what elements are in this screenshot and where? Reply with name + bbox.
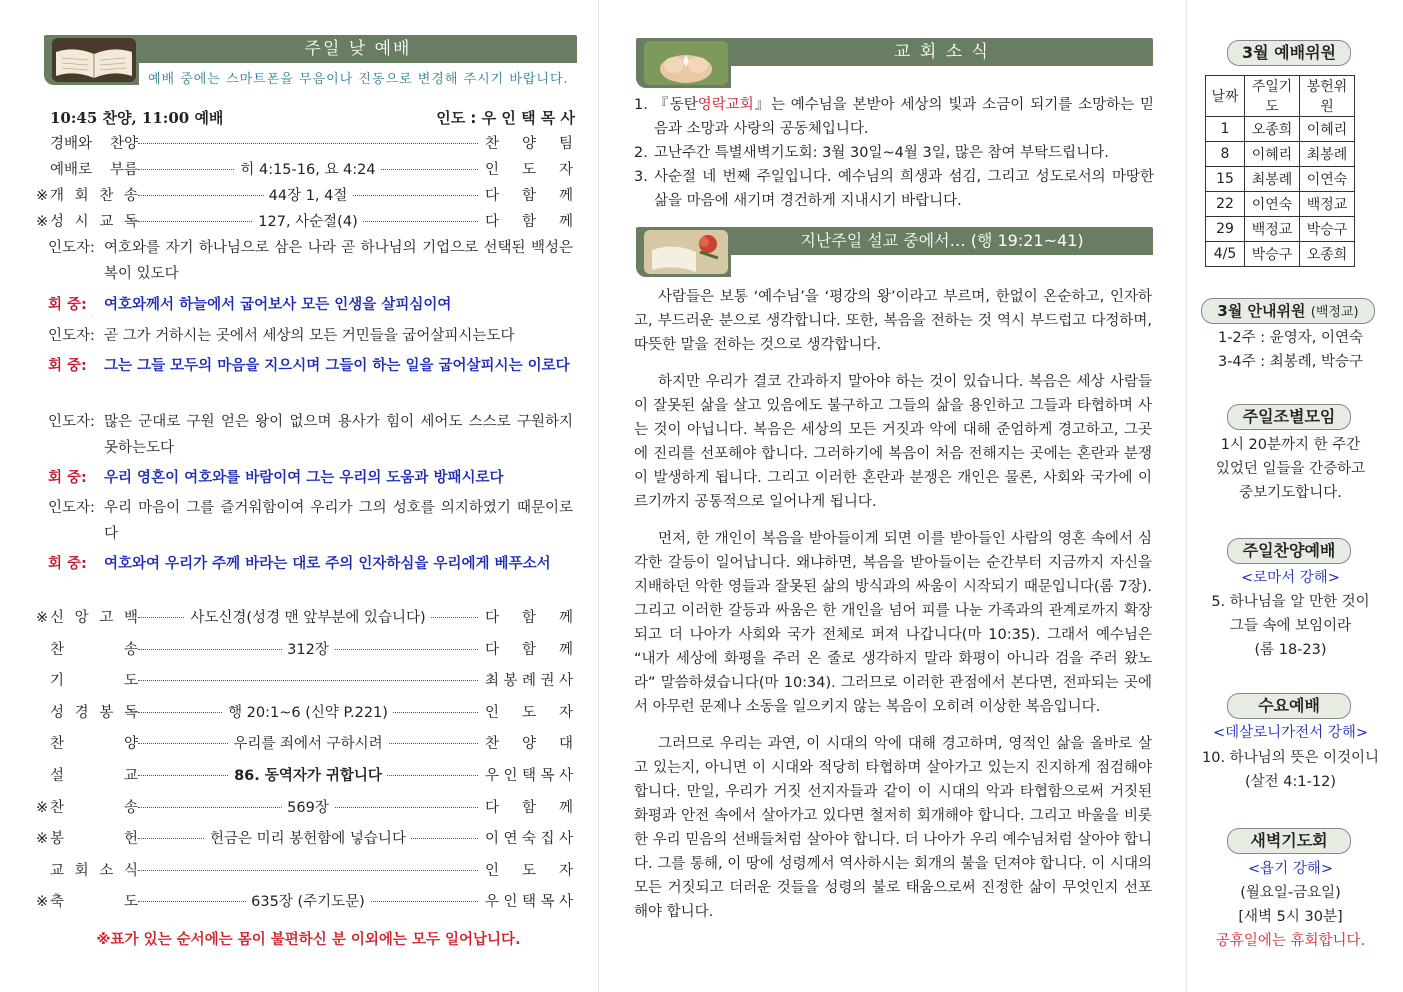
char: 찬	[50, 641, 65, 658]
reading-text: 여호와를 자기 하나님으로 삼은 나라 곧 하나님의 기업으로 선택된 백성은 복이 있도다	[104, 240, 573, 282]
usher-title	[1201, 298, 1375, 324]
char: 성	[50, 214, 65, 230]
duty-cell: 이혜리	[1300, 117, 1355, 142]
order-item	[36, 828, 581, 850]
info-line: 중보기도합니다.	[1239, 485, 1342, 501]
order-item	[36, 860, 581, 882]
order-label	[50, 797, 138, 819]
praise-lines	[1193, 590, 1388, 662]
news-item	[634, 165, 1154, 213]
order-person	[485, 860, 573, 882]
duty-row	[1206, 217, 1355, 242]
char: 께	[558, 214, 573, 230]
order-detail-text: 히 4:15-16, 요 4:24	[235, 162, 380, 178]
reading-text: 여호와께서 하늘에서 굽어보사 모든 인생을 살피심이여	[104, 297, 452, 313]
char: 목	[540, 768, 555, 784]
char: 앙	[74, 610, 89, 626]
order-detail	[138, 159, 478, 181]
char: 교	[123, 768, 138, 784]
news-number: 1.	[634, 97, 648, 113]
sermon-paragraph: 먼저, 한 개인이 복음을 받아들이게 되면 이를 받아들인 사람의 영혼 속에서 심각한 갈등이 일어납니다. 왜냐하면, 복음을 받아들이는 순간부터 지금까지 자신을 지배하던 악한 영들과 잘못된 삶의 방식과의 싸움이 시작되기 때문입니다(롬 7장). 그리고 이러한 갈등과 싸움은 한 개인을 넘어 피를 나눈 가족과의 관계로까지 확장되고 더 나아가 사회와 국가 전체로 퍼져 나갑니다(마 10:35). 그래서 예수님은 “내가 세상에 화평을 주러 온 줄로 생각하지 말라 화평이 아니라 검을 주러 왔노라” 말씀하셨습니다(마 10:34). 그러므로 이러한 관점에서 본다면, 전파되는 곳에서 아무런 문제나 소동을 일으키지 않는 복음이 오히려 이상한 복음입니다.	[634, 531, 1152, 715]
order-item	[36, 797, 581, 819]
order-detail-text: 사도신경(성경 맨 앞부분에 있습니다)	[185, 610, 430, 626]
news-banner	[636, 38, 1153, 90]
open-bible-image	[52, 38, 136, 82]
order-person	[485, 607, 573, 629]
speaker: 인도자:	[48, 328, 95, 344]
order-detail	[138, 797, 478, 819]
char: 택	[521, 768, 536, 784]
char: 양	[521, 136, 536, 152]
duty-header-cell: 봉헌위원	[1300, 76, 1355, 117]
order-item	[36, 211, 581, 233]
wed-sub: <데살로니가전서 강해>	[1213, 725, 1368, 741]
char: 함	[521, 214, 536, 230]
duty-table	[1205, 75, 1355, 267]
dawn-sub: <욥기 강해>	[1248, 861, 1333, 877]
dot-leader	[138, 870, 478, 871]
worship-banner	[44, 35, 577, 87]
order-detail-text: 312장	[282, 642, 334, 658]
order-item	[36, 159, 581, 181]
duty-cell: 1	[1206, 117, 1245, 142]
char: 사	[558, 673, 573, 690]
news-item	[634, 141, 1154, 165]
char: 봉	[503, 673, 518, 690]
wed-title: 수요예배	[1227, 693, 1351, 719]
duty-cell: 15	[1206, 167, 1245, 192]
char: 자	[558, 862, 573, 879]
order-person	[485, 185, 573, 207]
char: 숙	[521, 831, 536, 848]
news-number: 2.	[634, 145, 648, 161]
info-line: (롬 18-23)	[1254, 642, 1327, 658]
order-detail	[138, 891, 478, 913]
char: 도	[521, 862, 536, 879]
sermon-paragraph: 사람들은 보통 ‘예수님’을 ‘평강의 왕’이라고 부르며, 한없이 온순하고, 인자하고, 부드러운 분으로 생각합니다. 또한, 복음을 전하는 것 역시 부드럽고 다정하며, 따뜻한 말을 전하는 것으로 생각합니다.	[634, 289, 1152, 353]
char: 경배와	[50, 136, 93, 152]
order-item	[36, 670, 581, 692]
praise-title: 주일찬양예배	[1227, 538, 1351, 564]
speaker: 회 중:	[48, 297, 87, 313]
char: 함	[521, 641, 536, 658]
dawn-holiday: 공휴일에는 휴회합니다.	[1215, 933, 1366, 949]
char: 사	[558, 768, 573, 784]
char: 팀	[558, 136, 573, 152]
order-detail-text: 헌금은 미리 봉헌함에 넣습니다	[205, 831, 411, 847]
char: 택	[521, 894, 536, 911]
char: 찬	[50, 736, 65, 753]
speaker: 인도자:	[48, 414, 95, 430]
congregation-line	[48, 353, 573, 379]
service-time: 10:45 찬양, 11:00 예배	[50, 109, 224, 127]
order-item	[36, 702, 581, 724]
group-lines	[1193, 433, 1388, 505]
order-label	[50, 185, 138, 207]
leader-line	[48, 235, 573, 287]
char: 권	[540, 673, 555, 690]
order-person	[485, 639, 573, 661]
char: 송	[123, 641, 138, 658]
order-label	[50, 733, 138, 755]
order-label	[50, 639, 138, 661]
dawn-title: 새벽기도회	[1227, 828, 1351, 854]
sermon-title: 지난주일 설교 중에서… (행 19:21~41)	[800, 231, 1084, 250]
info-line: [새벽 5시 30분]	[1238, 909, 1343, 925]
order-person	[485, 702, 573, 724]
char: 독	[123, 214, 138, 230]
reading-text: 여호와여 우리가 주께 바라는 대로 주의 인자하심을 우리에게 베푸소서	[104, 556, 551, 572]
char: 헌	[123, 831, 138, 848]
info-line: 5. 하나님을 알 만한 것이	[1211, 594, 1370, 610]
order-detail-text: 635장 (주기도문)	[246, 894, 370, 910]
order-item	[36, 891, 581, 913]
info-line: (월요일-금요일)	[1240, 885, 1341, 901]
char: 경	[74, 704, 89, 721]
standing-notice: ※표가 있는 순서에는 몸이 불편하신 분 이외에는 모두 일어납니다.	[96, 932, 521, 948]
speaker: 회 중:	[48, 470, 87, 486]
order-detail	[138, 765, 478, 787]
char: 인	[503, 768, 518, 784]
news-text: 사순절 네 번째 주일입니다. 예수님의 희생과 섬김, 그리고 성도로서의 마땅한 삶을 마음에 새기며 경건하게 지내시기 바랍니다.	[654, 169, 1154, 209]
order-detail	[138, 828, 478, 850]
usher-title-text: 3월 안내위원	[1217, 302, 1306, 320]
char: 봉	[50, 831, 65, 848]
char: 소	[99, 862, 114, 879]
dawn-lines	[1193, 881, 1388, 929]
char: 봉	[99, 704, 114, 721]
char: 찬	[485, 136, 500, 152]
char: 연	[503, 831, 518, 848]
char: 함	[521, 188, 536, 204]
order-item	[36, 185, 581, 207]
order-item	[36, 133, 581, 155]
char: 례	[521, 673, 536, 690]
order-label	[50, 765, 138, 787]
duty-title: 3월 예배위원	[1227, 40, 1351, 66]
duty-row	[1206, 117, 1355, 142]
duty-row	[1206, 142, 1355, 167]
order-item	[36, 765, 581, 787]
order-detail-text: 569장	[282, 800, 334, 816]
char: 집	[540, 831, 555, 848]
hands-image	[644, 41, 728, 85]
group-title: 주일조별모임	[1227, 404, 1351, 430]
char: 다	[485, 610, 500, 626]
duty-row	[1206, 192, 1355, 217]
info-line: 1시 20분까지 한 주간	[1220, 437, 1361, 453]
char: 찬	[485, 736, 500, 753]
order-label	[50, 702, 138, 724]
info-line: 3-4주 : 최봉례, 박승구	[1217, 354, 1364, 370]
order-detail-text: 86. 동역자가 귀합니다	[229, 768, 387, 784]
char: 사	[558, 894, 573, 911]
char: 교	[99, 214, 114, 230]
order-label	[50, 670, 138, 692]
char: 인	[485, 162, 500, 178]
info-line: 있었던 일들을 간증하고	[1215, 461, 1366, 477]
congregation-line	[48, 551, 573, 577]
reading-text: 그는 그들 모두의 마음을 지으시며 그들이 하는 일을 굽어살피시는 이로다	[104, 358, 570, 374]
duty-cell: 오종희	[1300, 242, 1355, 267]
usher-lines	[1193, 326, 1388, 374]
char: 인	[485, 704, 500, 721]
char: 회	[74, 188, 89, 204]
order-label	[50, 891, 138, 913]
order-detail	[138, 607, 478, 629]
char: 예배로	[50, 162, 93, 178]
order-detail-text: 우리를 죄에서 구하시려	[228, 736, 387, 752]
congregation-line	[48, 465, 573, 491]
order-label	[50, 133, 138, 155]
duty-row	[1206, 242, 1355, 267]
char: 식	[123, 862, 138, 879]
order-item	[36, 639, 581, 661]
char: 회	[74, 862, 89, 879]
stand-mark: ※	[36, 214, 49, 230]
duty-cell: 4/5	[1206, 242, 1245, 267]
duty-cell: 최봉례	[1300, 142, 1355, 167]
char: 설	[50, 768, 65, 784]
duty-cell: 이연숙	[1300, 167, 1355, 192]
char: 찬양	[109, 136, 138, 152]
news-post: 』는 예수님을 본받아 세상의 빛과 소금이 되기를 소망하는 믿음과 소망과 사랑의 공동체입니다.	[654, 97, 1154, 137]
order-person	[485, 211, 573, 233]
char: 우	[485, 894, 500, 911]
stand-mark: ※	[36, 799, 49, 816]
char: 최	[485, 673, 500, 690]
speaker: 회 중:	[48, 358, 87, 374]
char: 교	[50, 862, 65, 879]
news-title: 교 회 소 식	[894, 42, 990, 62]
column-divider	[598, 0, 599, 992]
char: 찬	[50, 799, 65, 816]
char: 도	[123, 673, 138, 690]
char: 께	[558, 610, 573, 626]
sermon-paragraph: 하지만 우리가 결코 간과하지 말아야 하는 것이 있습니다. 복음은 세상 사람들이 잘못된 삶을 살고 있음에도 불구하고 그들의 삶을 용인하고 그들과 타협하며 사는 것이 아닙니다. 복음은 세상의 모든 거짓과 악에 대해 준엄하게 경고하고, 그곳에 진리를 선포해야 합니다. 그러하기에 복음이 처음 전해지는 곳에는 혼란과 분쟁이 발생하게 됩니다. 그리고 이러한 혼란과 분쟁은 개인은 물론, 사회와 국가에 이르기까지 공통적으로 일어나게 됩니다.	[634, 374, 1152, 510]
order-person	[485, 828, 573, 850]
char: 양	[123, 736, 138, 753]
order-label	[50, 828, 138, 850]
order-detail	[138, 211, 478, 233]
reading-text: 곧 그가 거하시는 곳에서 세상의 모든 거민들을 굽어살피시는도다	[104, 328, 515, 344]
news-text: 고난주간 특별새벽기도회: 3월 30일~4월 3일, 많은 참여 부탁드립니다.	[654, 145, 1109, 161]
order-label	[50, 211, 138, 233]
phone-notice: 예배 중에는 스마트폰을 무음이나 진동으로 변경해 주시기 바랍니다.	[148, 72, 569, 87]
duty-cell: 29	[1206, 217, 1245, 242]
duty-cell: 박승구	[1245, 242, 1300, 267]
leader-line	[48, 495, 573, 547]
char: 다	[485, 214, 500, 230]
char: 도	[521, 704, 536, 721]
duty-cell: 백정교	[1300, 192, 1355, 217]
duty-cell: 8	[1206, 142, 1245, 167]
stand-mark: ※	[36, 894, 49, 911]
order-label	[50, 607, 138, 629]
speaker: 인도자:	[48, 500, 95, 516]
church-brand: 영락교회	[697, 97, 754, 113]
char: 양	[521, 736, 536, 753]
char: 찬	[99, 188, 114, 204]
news-text	[654, 93, 1154, 141]
reading-text: 우리 영혼이 여호와를 바람이여 그는 우리의 도움과 방패시로다	[104, 470, 504, 486]
order-detail-text: 127, 사순절(4)	[253, 214, 362, 230]
char: 송	[123, 799, 138, 816]
duty-header-cell: 날짜	[1206, 76, 1245, 117]
leader-line	[48, 409, 573, 461]
duty-cell: 이연숙	[1245, 192, 1300, 217]
order-item	[36, 733, 581, 755]
order-item	[36, 607, 581, 629]
char: 함	[521, 799, 536, 816]
char: 다	[485, 641, 500, 658]
char: 다	[485, 188, 500, 204]
duty-cell: 22	[1206, 192, 1245, 217]
stand-mark: ※	[36, 831, 49, 848]
duty-cell: 최봉례	[1245, 167, 1300, 192]
duty-row	[1206, 167, 1355, 192]
dot-leader	[138, 680, 478, 681]
char: 신	[50, 610, 65, 626]
char: 기	[50, 673, 65, 690]
duty-cell: 오종희	[1245, 117, 1300, 142]
speaker: 회 중:	[48, 556, 87, 572]
dot-leader	[138, 143, 478, 144]
sermon-paragraph: 그러므로 우리는 과연, 이 시대의 악에 대해 경고하며, 영적인 삶을 올바로 살고 있는지, 아니면 이 시대와 적당히 타협하며 살아가고 있는지 진지하게 점검해야 합니다. 만일, 우리가 거짓 선지자들과 같이 이 시대의 악과 타협함으로써 거짓된 화평과 안전 속에서 살아가고 있다면 철저히 회개해야 합니다. 그리고 바울을 비롯한 우리 믿음의 선배들처럼 살아야 합니다. 더 나아가 우리 예수님처럼 살아야 합니다. 그를 통해, 이 땅에 성령께서 역사하시는 회개의 불을 던져야 합니다. 이 시대의 모든 거짓되고 더러운 것들을 성령의 불로 태움으로써 진정한 삶이 무엇인지 선포해야 합니다.	[634, 736, 1152, 920]
news-number: 3.	[634, 169, 648, 185]
char: 축	[50, 894, 65, 911]
order-person	[485, 133, 573, 155]
order-person	[485, 733, 573, 755]
char: 대	[558, 736, 573, 753]
order-person	[485, 670, 573, 692]
char: 개	[50, 188, 65, 204]
order-person	[485, 159, 573, 181]
info-line: 1-2주 : 윤영자, 이연숙	[1217, 330, 1364, 346]
char: 께	[558, 799, 573, 816]
leader-line	[48, 323, 573, 349]
char: 도	[521, 162, 536, 178]
info-line: 그들 속에 보임이라	[1229, 618, 1352, 634]
char: 께	[558, 188, 573, 204]
char: 독	[123, 704, 138, 721]
wed-lines	[1193, 746, 1388, 794]
info-line: (살전 4:1-12)	[1245, 774, 1336, 790]
duty-cell: 박승구	[1300, 217, 1355, 242]
praise-sub: <로마서 강해>	[1241, 570, 1340, 586]
char: 이	[485, 831, 500, 848]
order-detail-text: 행 20:1~6 (신약 P.221)	[223, 705, 393, 721]
service-leader: 인도 : 우 인 택 목 사	[436, 109, 575, 127]
bible-rose-image	[644, 230, 728, 274]
column-divider	[1186, 0, 1187, 992]
duty-header-cell: 주일기도	[1245, 76, 1300, 117]
order-detail-text: 44장 1, 4절	[264, 188, 353, 204]
char: 자	[558, 704, 573, 721]
order-detail	[138, 702, 478, 724]
order-detail	[138, 185, 478, 207]
news-item	[634, 93, 1154, 141]
char: 목	[540, 894, 555, 911]
char: 인	[503, 894, 518, 911]
char: 우	[485, 768, 500, 784]
char: 시	[74, 214, 89, 230]
order-label	[50, 159, 138, 181]
char: 사	[558, 831, 573, 848]
reading-text: 많은 군대로 구원 얻은 왕이 없으며 용사가 힘이 세어도 스스로 구원하지 못하는도다	[104, 414, 573, 456]
char: 다	[485, 799, 500, 816]
order-detail	[138, 639, 478, 661]
banner-title: 주일 낮 예배	[304, 39, 412, 59]
info-line: 10. 하나님의 뜻은 이것이니	[1202, 750, 1379, 766]
news-pre: 『동탄	[654, 97, 698, 113]
stand-mark: ※	[36, 188, 49, 204]
news-list	[634, 93, 1154, 213]
char: 부름	[109, 162, 138, 178]
char: 께	[558, 641, 573, 658]
char: 고	[99, 610, 114, 626]
char: 송	[123, 188, 138, 204]
duty-cell: 이혜리	[1245, 142, 1300, 167]
char: 도	[123, 894, 138, 911]
speaker: 인도자:	[48, 240, 95, 256]
char: 인	[485, 862, 500, 879]
char: 백	[123, 610, 138, 626]
char: 자	[558, 162, 573, 178]
order-person	[485, 765, 573, 787]
order-label	[50, 860, 138, 882]
usher-note: (백정교)	[1310, 305, 1359, 320]
sermon-banner	[636, 227, 1153, 279]
order-person	[485, 891, 573, 913]
char: 성	[50, 704, 65, 721]
stand-mark: ※	[36, 610, 49, 626]
duty-cell: 백정교	[1245, 217, 1300, 242]
order-detail	[138, 733, 478, 755]
order-person	[485, 797, 573, 819]
char: 함	[521, 610, 536, 626]
reading-text: 우리 마음이 그를 즐거워함이여 우리가 그의 성호를 의지하였기 때문이로다	[104, 500, 573, 542]
sermon-excerpt	[634, 285, 1152, 924]
congregation-line	[48, 292, 573, 318]
